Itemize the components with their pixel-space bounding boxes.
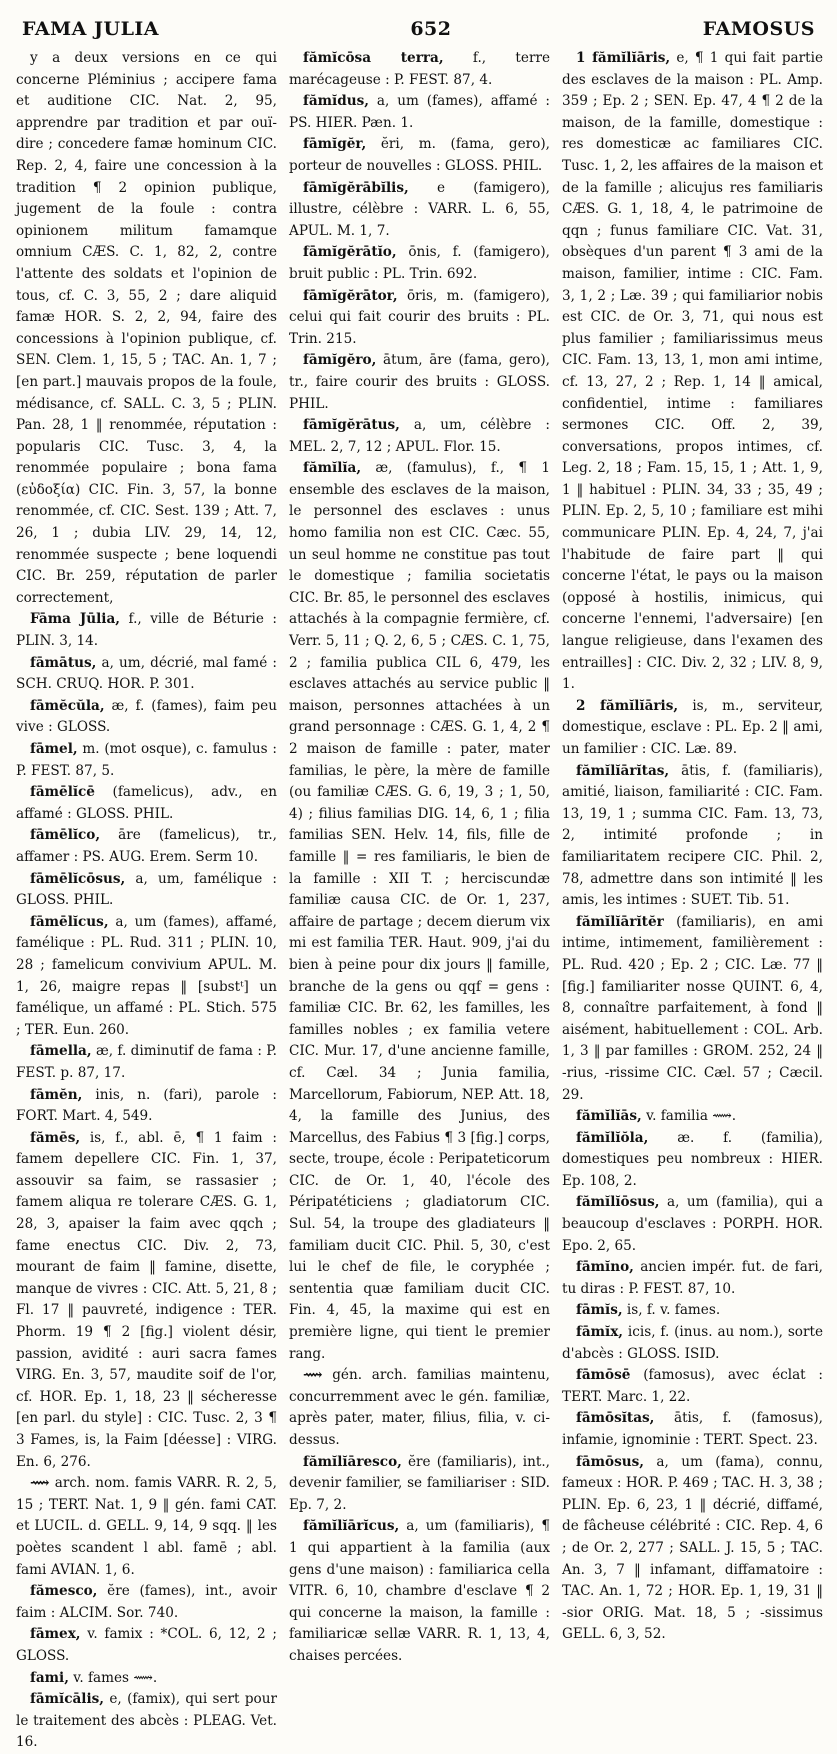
entry-headword: ⟿	[30, 1475, 50, 1492]
dictionary-entry	[16, 1041, 277, 1084]
entry-headword: fāmĭgĕrātĭo,	[303, 244, 397, 261]
dictionary-entry	[16, 696, 277, 739]
dictionary-entry	[562, 1452, 823, 1646]
entry-text: a, um (fames), affamé, famélique : PL. Rud. 311 ; PLIN. 10, 28 ; famelicum convivium APUL. M. 1, 26, maigre repas ‖ [substᵗ] un famélique, un affamé : PL. Stich. 575 ; TER. Eun. 260.	[16, 913, 277, 1038]
entry-text: a, um (familiaris), ¶ 1 qui appartient à la familia (aux gens d'une maison) : familiarica cella VITR. 6, 10, chambre d'esclave ¶ 2 qui concerne la maison, la famille : familiaricæ sellæ VARR. R. 1, 13, 4, chaises percées.	[289, 1518, 551, 1664]
entry-text: ōris, m. (famigero), celui qui fait courir des bruits : PL. Trin. 215.	[289, 287, 550, 347]
entry-headword: fāmĭgĕr,	[303, 136, 367, 153]
entry-text: āre (famelicus), tr., affamer : PS. AUG. Erem. Serm 10.	[16, 827, 278, 865]
entry-headword: fāmōsĭtas,	[576, 1410, 655, 1427]
dictionary-entry	[16, 912, 277, 1042]
dictionary-entry	[16, 653, 277, 696]
entry-headword: fămĭlĭāresco,	[303, 1453, 402, 1470]
entry-headword: 2 fămĭlĭāris,	[576, 697, 679, 714]
entry-headword: fāmĭgĕrātor,	[303, 287, 398, 304]
entry-headword: fāmēlĭcōsus,	[30, 870, 126, 887]
entry-text: m. (mot osque), c. famulus : P. FEST. 87, 5.	[16, 741, 277, 779]
entry-text: a, um, décrié, mal famé : SCH. CRUQ. HOR. P. 301.	[16, 654, 277, 693]
entry-headword: fāmōsē	[576, 1367, 631, 1384]
entry-text: æ, f. (fames), faim peu vive : GLOSS.	[16, 697, 277, 736]
dictionary-entry	[562, 1300, 823, 1322]
entry-headword: fămēs,	[30, 1129, 81, 1146]
entry-text: is, f., abl. ē, ¶ 1 faim : famem depellere CIC. Fin. 1, 37, assouvir sa faim, se rassasier ; famem aliqua re tolerare CÆS. G. 1, 28, 3, apaiser la faim avec qqch ; fame enectus CIC. Div. 2, 73, mourant de faim ‖ famine, disette, manque de vivres : CIC. Att. 5, 21, 8 ; Fl. 17 ‖ pauvreté, indigence : TER. Phorm. 19 ¶ 2 [fig.] violent désir, passion, avidité : auri sacra fames VIRG. En. 3, 57, maudite soif de l'or, cf. HOR. Ep. 1, 18, 23 ‖ sécheresse [en parl. du style] : CIC. Tusc. 2, 3 ¶ 3 Fames, is, la Faim [déesse] : VIRG. En. 6, 276.	[16, 1129, 277, 1470]
entry-headword: fāmĕn,	[30, 1086, 83, 1103]
entry-text: ātum, āre (fama, gero), tr., faire courir des bruits : GLOSS. PHIL.	[289, 352, 550, 412]
entry-text: ātis, f. (famosus), infamie, ignominie : TERT. Spect. 23.	[562, 1410, 823, 1448]
entry-headword: fāmex,	[30, 1626, 81, 1643]
entry-text: æ. f. (familia), domestiques peu nombreux : HIER. Ep. 108, 2.	[562, 1129, 823, 1189]
dictionary-entry	[16, 782, 277, 825]
entry-text: gén. arch. familias maintenu, concurremment avec le gén. familiæ, après pater, mater, filius, filia, v. ci-dessus.	[289, 1367, 550, 1448]
entry-text: v. familia ⟿.	[646, 1108, 737, 1125]
entry-text: inis, n. (fari), parole : FORT. Mart. 4, 549.	[16, 1086, 277, 1125]
entry-text: is, f. v. fames.	[626, 1302, 721, 1319]
dictionary-entry	[562, 696, 823, 761]
dictionary-entry	[562, 1408, 823, 1451]
dictionary-entry	[16, 1085, 277, 1128]
dictionary-entry	[289, 415, 550, 458]
dictionary-entry	[16, 825, 277, 868]
entry-text: f., terre marécageuse : P. FEST. 87, 4.	[289, 50, 550, 88]
entry-text: e (famigero), illustre, célèbre : VARR. L. 6, 55, APUL. M. 1, 7.	[289, 179, 550, 239]
dictionary-entry	[16, 1128, 277, 1474]
entry-text: a, um, célèbre : MEL. 2, 7, 12 ; APUL. Flor. 15.	[289, 417, 550, 455]
entry-headword: fāmella,	[30, 1043, 92, 1060]
entry-text: v. famix : *COL. 6, 12, 2 ; GLOSS.	[16, 1626, 277, 1664]
dictionary-entry	[289, 1516, 550, 1667]
entry-text: ōnis, f. (famigero), bruit public : PL. Trin. 692.	[289, 244, 550, 282]
entry-text: a, um, famélique : GLOSS. PHIL.	[16, 870, 278, 909]
entry-headword: Fāma Jūlia,	[30, 611, 121, 628]
column-1	[16, 48, 277, 1754]
entry-headword: fāmēlĭco,	[30, 827, 101, 844]
dictionary-entry	[289, 350, 550, 415]
dictionary-entry	[562, 1192, 823, 1257]
dictionary-entry	[16, 1668, 277, 1690]
entry-text: e, ¶ 1 qui fait partie des esclaves de la maison : PL. Amp. 359 ; Ep. 2 ; SEN. Ep. 47, 4 ¶ 2 de la maison, de la famille, domestique : res domesticæ ac familiares CIC. Tusc. 1, 2, les affaires de la maison et de la famille ; alicujus res familiaris CÆS. G. 1, 18, 4, le patrimoine de qqn ; funus familiare CIC. Vat. 31, obsèques d'un parent ¶ 3 ami de la maison, familier, intime : CIC. Fam. 3, 1, 2 ; Læ. 39 ; qui familiarior nobis est CIC. de Or. 3, 71, qui nous est plus familier ; familiarissimus meus CIC. Fam. 13, 13, 1, mon ami intime, cf. 13, 27, 2 ; Rep. 1, 14 ‖ amical, confidentiel, intime : familiares sermones CIC. Off. 2, 39, conversations, propos intimes, cf. Leg. 2, 18 ; Fam. 15, 15, 1 ; Att. 1, 9, 1 ‖ habituel : PLIN. 34, 33 ; 35, 49 ; PLIN. Ep. 2, 5, 10 ; familiare est mihi communicare PLIN. Ep. 4, 24, 7, j'ai l'habitude de faire part ‖ qui concerne l'état, le pays ou la maison (opposé à hostilis, inimicus, qui concerne l'ennemi, l'adversaire) [en langue religieuse, dans l'examen des entrailles] : CIC. Div. 2, 32 ; LIV. 8, 9, 1.	[562, 50, 823, 693]
entry-text: is, m., serviteur, domestique, esclave : PL. Ep. 2 ‖ ami, un familier : CIC. Læ. 89.	[562, 697, 824, 757]
dictionary-entry	[562, 1257, 823, 1300]
dictionary-entry	[289, 91, 550, 134]
dictionary-entry	[562, 48, 823, 696]
dictionary-entry	[562, 1106, 823, 1128]
entry-text: æ, f. diminutif de fama : P. FEST. p. 87, 17.	[16, 1043, 278, 1081]
dictionary-entry	[289, 286, 550, 351]
entry-headword: fāmel,	[30, 741, 78, 757]
dictionary-entry	[289, 242, 550, 285]
entry-headword: fāmĭgĕrātus,	[303, 417, 400, 434]
entry-text: ĕre (familiaris), int., devenir familier, se familiariser : SID. Ep. 7, 2.	[289, 1453, 550, 1513]
dictionary-entry	[562, 1365, 823, 1408]
dictionary-entry	[16, 609, 277, 652]
entry-text: (famelicus), adv., en affamé : GLOSS. PHIL.	[16, 784, 277, 822]
text-columns	[16, 48, 824, 1751]
entry-headword: fami,	[30, 1669, 69, 1686]
entry-text: arch. nom. famis VARR. R. 2, 5, 15 ; TERT. Nat. 1, 9 ‖ gén. fami CAT. et LUCIL. d. GELL. 9, 14, 9 sqq. ‖ les poètes scandent l abl. famē ; abl. fami AVIAN. 1, 6.	[16, 1475, 277, 1578]
entry-headword: fămĭlĭōsus,	[576, 1194, 660, 1211]
page-number: 652	[410, 18, 452, 40]
dictionary-entry	[16, 869, 277, 912]
dictionary-entry	[16, 1689, 277, 1754]
entry-headword: fāmēlĭcus,	[30, 913, 109, 930]
entry-headword: fămĭdus,	[303, 93, 369, 110]
dictionary-entry	[289, 1365, 550, 1451]
entry-text: ātis, f. (familiaris), amitié, liaison, familiarité : CIC. Fam. 13, 19, 1 ; summa CIC. Fam. 13, 73, 2, intimité profonde ; in familiaritatem recipere CIC. Phil. 2, 78, admettre dans son intimité ‖ les amis, les intimes : SUET. Tib. 51.	[562, 762, 823, 909]
entry-text: ancien impér. fut. de fari, tu diras : P. FEST. 87, 10.	[562, 1259, 823, 1297]
dictionary-entry	[16, 1581, 277, 1624]
entry-headword: fămĭlĭārĭtas,	[576, 762, 670, 779]
entry-headword: fāmātus,	[30, 654, 97, 671]
dictionary-entry	[16, 1473, 277, 1581]
entry-text: ĕri, m. (fama, gero), porteur de nouvelles : GLOSS. PHIL.	[289, 136, 550, 174]
entry-headword: fāmĕcŭla,	[30, 697, 105, 714]
entry-headword: fămĭlĭās,	[576, 1108, 642, 1125]
entry-headword: fămĭlĭārĭtĕr	[576, 913, 664, 930]
entry-headword: fāmĭcālis,	[30, 1691, 105, 1708]
running-head-left: FAMA JULIA	[22, 18, 160, 40]
entry-text: (familiaris), en ami intime, intimement, familièrement : PL. Rud. 420 ; Ep. 2 ; CIC. Læ. 77 ‖ [fig.] familiariter nosse QUINT. 6, 4, 8, connaître parfaitement, à fond ‖ aisément, habituellement : COL. Arb. 1, 3 ‖ par familles : GROM. 252, 24 ‖ -rius, -rissime CIC. Cæl. 57 ; Cæcil. 29.	[562, 913, 823, 1103]
dictionary-entry	[289, 178, 550, 243]
entry-text: ĕre (fames), int., avoir faim : ALCIM. Sor. 740.	[16, 1583, 277, 1621]
column-3	[562, 48, 823, 1754]
entry-text: v. fames ⟿.	[73, 1669, 158, 1686]
page-header	[22, 12, 815, 46]
entry-headword: fămĭcōsa terra,	[303, 50, 444, 66]
entry-headword: fămĭlĭārĭcus,	[303, 1518, 400, 1535]
entry-text: f., ville de Béturie : PLIN. 3, 14.	[16, 611, 277, 650]
entry-text: y a deux versions en ce qui concerne Pléminius ; accipere fama et auditione CIC. Nat. 2, 95, apprendre par tradition et par ouï-dire ; concedere famæ hominum CIC. Rep. 2, 4, faire une concession à la tradition ¶ 2 opinion publique, jugement de la foule : contra opinionem militum famamque omnium CÆS. C. 1, 82, 2, contre l'attente des soldats et l'opinion de tous, cf. C. 3, 55, 2 ; dare aliquid famæ HOR. S. 2, 2, 94, faire des concessions à l'opinion publique, cf. SEN. Clem. 1, 15, 5 ; TAC. An. 1, 7 ; [en part.] mauvais propos de la foule, médisance, cf. SALL. C. 3, 5 ; PLIN. Pan. 28, 1 ‖ renommée, réputation : popularis CIC. Tusc. 3, 4, la renommée populaire ; bona fama (εὐδοξία) CIC. Fin. 3, 57, la bonne renommée, cf. CIC. Sest. 139 ; Att. 7, 26, 1 ; dubia LIV. 29, 14, 12, renommée suspecte ; bene loquendi CIC. Br. 259, réputation de parler correctement,	[16, 50, 277, 606]
dictionary-entry	[16, 1624, 277, 1667]
entry-text: (famosus), avec éclat : TERT. Marc. 1, 22.	[562, 1367, 824, 1405]
running-head-right: FAMOSUS	[702, 18, 815, 40]
entry-headword: fāmĭx,	[576, 1324, 624, 1341]
dictionary-entry	[16, 739, 277, 782]
dictionary-entry	[562, 1322, 823, 1365]
entry-headword: fămesco,	[30, 1583, 98, 1600]
column-2	[289, 48, 550, 1754]
dictionary-entry	[289, 1452, 550, 1517]
entry-headword: fămĭlĭa,	[303, 460, 362, 477]
dictionary-entry	[289, 48, 550, 91]
entry-headword: fămĭlĭŏla,	[576, 1129, 649, 1146]
dictionary-entry	[562, 1128, 823, 1193]
dictionary-entry	[562, 761, 823, 912]
dictionary-entry	[289, 458, 550, 1365]
dictionary-entry	[562, 912, 823, 1106]
dictionary-entry	[16, 48, 277, 609]
entry-text: icis, f. (inus. au nom.), sorte d'abcès : GLOSS. ISID.	[562, 1324, 823, 1362]
entry-text: e, (famix), qui sert pour le traitement des abcès : PLEAG. Vet. 16.	[16, 1691, 277, 1751]
entry-headword: fāmĭno,	[576, 1259, 634, 1276]
entry-text: æ, (famulus), f., ¶ 1 ensemble des esclaves de la maison, le personnel des esclaves : unus homo familia non est CIC. Cæc. 55, un seul homme ne constitue pas tout le domestique ; familia societatis CIC. Br. 85, le personnel des esclaves attachés à la compagnie fermière, cf. Verr. 5, 11 ; Q. 2, 6, 5 ; CÆS. C. 1, 75, 2 ; familia publica CIL 6, 479, les esclaves attachés au service public ‖ maison, personnes attachées à un grand personnage : CÆS. G. 1, 4, 2 ¶ 2 maison de famille : pater, mater familias, le père, la mère de famille (ou familiæ CÆS. G. 6, 19, 3 ; 1, 50, 4) ; filius familias DIG. 14, 6, 1 ; filia familias SEN. Helv. 14, fils, fille de famille ‖ = res familiaris, le bien de la famille : XII T. ; herciscundæ familiæ causa CIC. de Or. 1, 237, affaire de partage ; decem dierum vix mi est familia TER. Haut. 909, j'ai du bien à peine pour dix jours ‖ famille, branche de la gens ou qqf = gens : familiæ CIC. Br. 62, les familles, les familles nobles ; ex familia vetere CIC. Mur. 17, d'une ancienne famille, cf. Cæl. 34 ; Junia familia, Marcellorum, Fabiorum, NEP. Att. 18, 4, la famille des Junius, des Marcellus, des Fabius ¶ 3 [fig.] corps, secte, troupe, école : Peripateticorum CIC. de Or. 1, 40, l'école des Péripatéticiens ; gladiatorum CIC. Sul. 54, la troupe des gladiateurs ‖ familiam ducit CIC. Phil. 5, 30, c'est lui le chef de file, le coryphée ; sententia quæ familiam ducit CIC. Fin. 4, 45, la maxime qui est en première ligne, qui tient le premier rang.	[289, 460, 550, 1362]
dictionary-entry	[289, 134, 550, 177]
entry-headword: fāmĭgĕro,	[303, 352, 377, 369]
entry-headword: fāmōsus,	[576, 1453, 645, 1470]
entry-headword: fāmĭgĕrābĭlis,	[303, 179, 409, 196]
entry-text: a, um (fama), connu, fameux : HOR. P. 469 ; TAC. H. 3, 38 ; PLIN. Ep. 6, 23, 1 ‖ décrié, diffamé, de fâcheuse célébrité : CIC. Rep. 4, 6 ; de Or. 2, 277 ; SALL. J. 15, 5 ; TAC. An. 3, 7 ‖ infamant, diffamatoire : TAC. An. 1, 72 ; HOR. Ep. 1, 19, 31 ‖ -sior ORIG. Mat. 18, 5 ; -sissimus GELL. 6, 3, 52.	[562, 1453, 823, 1643]
entry-headword: fāmēlĭcē	[30, 784, 95, 801]
entry-headword: 1 fămĭlĭāris,	[576, 50, 671, 66]
entry-text: a, um (fames), affamé : PS. HIER. Pæn. 1.	[289, 93, 550, 131]
entry-headword: ⟿	[303, 1367, 323, 1384]
entry-headword: fāmĭs,	[576, 1302, 623, 1319]
entry-text: a, um (familia), qui a beaucoup d'esclaves : PORPH. HOR. Epo. 2, 65.	[562, 1194, 823, 1254]
